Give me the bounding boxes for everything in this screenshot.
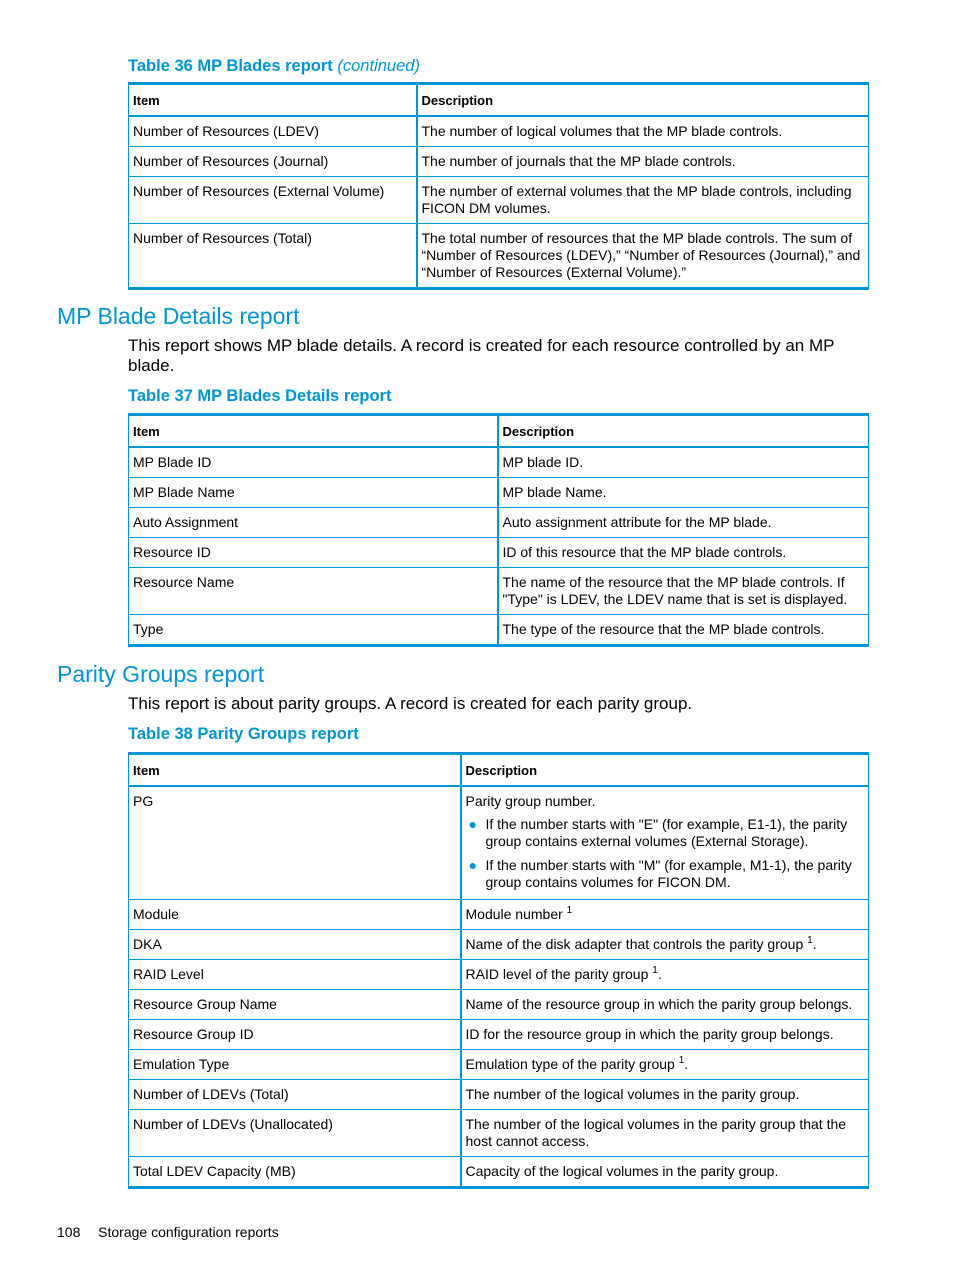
table-header-row bbox=[129, 84, 869, 117]
list-item-text: If the number starts with "E" (for example, E1-1), the parity group contains external volumes (External Storage). bbox=[485, 816, 848, 849]
list-item bbox=[468, 857, 865, 891]
item-cell: Type bbox=[129, 615, 498, 646]
item-cell: RAID Level bbox=[129, 960, 461, 990]
description-tail: . bbox=[657, 966, 662, 982]
description-cell: The number of journals that the MP blade controls. bbox=[417, 147, 869, 177]
item-cell: Number of Resources (Total) bbox=[129, 224, 417, 289]
table-36-caption-continued: (continued) bbox=[337, 57, 420, 75]
description-text: Capacity of the logical volumes in the parity group. bbox=[465, 1163, 779, 1179]
table-row bbox=[129, 960, 869, 990]
description-cell bbox=[461, 990, 869, 1020]
column-header-item: Item bbox=[129, 415, 498, 448]
item-cell: PG bbox=[129, 786, 461, 900]
table-37-caption: Table 37 MP Blades Details report bbox=[128, 387, 392, 405]
column-header-description: Description bbox=[417, 84, 869, 117]
description-text: RAID level of the parity group bbox=[465, 966, 653, 982]
description-cell bbox=[461, 900, 869, 930]
description-cell: The type of the resource that the MP blade controls. bbox=[498, 615, 869, 646]
description-cell: The name of the resource that the MP blade controls. If "Type" is LDEV, the LDEV name that is set is displayed. bbox=[498, 568, 869, 615]
description-text: Name of the disk adapter that controls the parity group bbox=[465, 936, 808, 952]
table-row bbox=[129, 786, 869, 900]
description-cell: MP blade Name. bbox=[498, 478, 869, 508]
description-cell: The number of external volumes that the MP blade controls, including FICON DM volumes. bbox=[417, 177, 869, 224]
item-cell: Number of Resources (Journal) bbox=[129, 147, 417, 177]
item-cell: MP Blade Name bbox=[129, 478, 498, 508]
item-cell: MP Blade ID bbox=[129, 447, 498, 478]
table-row bbox=[129, 1157, 869, 1188]
item-cell: Number of LDEVs (Total) bbox=[129, 1080, 461, 1110]
description-cell: Auto assignment attribute for the MP blade. bbox=[498, 508, 869, 538]
table-36-caption-text: Table 36 MP Blades report bbox=[128, 57, 333, 75]
description-cell bbox=[461, 960, 869, 990]
table-row bbox=[129, 1080, 869, 1110]
item-cell: Number of LDEVs (Unallocated) bbox=[129, 1110, 461, 1157]
bullet-icon: ● bbox=[468, 857, 477, 873]
table-row bbox=[129, 1050, 869, 1080]
list-item-text: If the number starts with "M" (for example, M1-1), the parity group contains volumes for FICON DM. bbox=[485, 857, 852, 890]
bullet-icon: ● bbox=[468, 816, 477, 832]
table-header-row bbox=[129, 754, 869, 787]
table-row bbox=[129, 147, 869, 177]
table-header-row bbox=[129, 415, 869, 448]
description-cell: The total number of resources that the MP blade controls. The sum of “Number of Resources (LDEV),” “Number of Resources (Journal),” and “Number of Resources (External Volume).” bbox=[417, 224, 869, 289]
bullet-list bbox=[466, 816, 865, 891]
item-cell: Emulation Type bbox=[129, 1050, 461, 1080]
section-intro-mp-blade-details: This report shows MP blade details. A record is created for each resource controlled by an MP blade. bbox=[128, 336, 835, 375]
table-row bbox=[129, 447, 869, 478]
table-36-mp-blades bbox=[128, 82, 869, 290]
item-cell: Resource Group Name bbox=[129, 990, 461, 1020]
table-38-parity-groups bbox=[128, 752, 869, 1189]
table-row bbox=[129, 508, 869, 538]
table-row bbox=[129, 478, 869, 508]
description-cell bbox=[461, 1050, 869, 1080]
description-text: Parity group number. bbox=[465, 793, 596, 809]
table-row bbox=[129, 538, 869, 568]
section-heading-mp-blade-details: MP Blade Details report bbox=[57, 303, 300, 329]
page-number: 108 bbox=[57, 1224, 81, 1240]
description-text: Emulation type of the parity group bbox=[465, 1056, 679, 1072]
item-cell: Total LDEV Capacity (MB) bbox=[129, 1157, 461, 1188]
item-cell: Number of Resources (External Volume) bbox=[129, 177, 417, 224]
description-text: ID for the resource group in which the parity group belongs. bbox=[465, 1026, 834, 1042]
footnote-marker: 1 bbox=[652, 965, 658, 976]
item-cell: Auto Assignment bbox=[129, 508, 498, 538]
table-row bbox=[129, 568, 869, 615]
footnote-marker: 1 bbox=[678, 1055, 685, 1066]
table-36-caption bbox=[128, 56, 420, 76]
description-cell bbox=[461, 1080, 869, 1110]
item-cell: Resource ID bbox=[129, 538, 498, 568]
table-row bbox=[129, 177, 869, 224]
table-37-mp-blades-details bbox=[128, 413, 869, 647]
item-cell: Resource Group ID bbox=[129, 1020, 461, 1050]
footer-section-title: Storage configuration reports bbox=[98, 1224, 279, 1240]
description-cell bbox=[461, 1020, 869, 1050]
item-cell: DKA bbox=[129, 930, 461, 960]
description-cell: ID of this resource that the MP blade controls. bbox=[498, 538, 869, 568]
item-cell: Resource Name bbox=[129, 568, 498, 615]
page-footer bbox=[57, 1224, 279, 1241]
column-header-item: Item bbox=[129, 754, 461, 787]
description-text: Name of the resource group in which the parity group belongs. bbox=[465, 996, 853, 1012]
list-item bbox=[468, 816, 865, 850]
table-row bbox=[129, 116, 869, 147]
item-cell: Module bbox=[129, 900, 461, 930]
description-text: Module number bbox=[465, 906, 567, 922]
table-row bbox=[129, 930, 869, 960]
description-cell: The number of logical volumes that the MP blade controls. bbox=[417, 116, 869, 147]
table-row bbox=[129, 900, 869, 930]
description-cell bbox=[461, 930, 869, 960]
column-header-description: Description bbox=[498, 415, 869, 448]
table-row bbox=[129, 1110, 869, 1157]
column-header-description: Description bbox=[461, 754, 869, 787]
table-row bbox=[129, 990, 869, 1020]
description-cell: MP blade ID. bbox=[498, 447, 869, 478]
section-intro-parity-groups: This report is about parity groups. A record is created for each parity group. bbox=[128, 694, 693, 713]
description-cell bbox=[461, 786, 869, 900]
column-header-item: Item bbox=[129, 84, 417, 117]
description-text: The number of the logical volumes in the parity group that the host cannot access. bbox=[465, 1116, 847, 1149]
description-tail: . bbox=[684, 1056, 689, 1072]
section-heading-parity-groups: Parity Groups report bbox=[57, 661, 265, 687]
description-text: The number of the logical volumes in the parity group. bbox=[465, 1086, 800, 1102]
description-tail: . bbox=[812, 936, 817, 952]
footnote-marker: 1 bbox=[807, 935, 813, 946]
table-row bbox=[129, 224, 869, 289]
item-cell: Number of Resources (LDEV) bbox=[129, 116, 417, 147]
table-38-caption: Table 38 Parity Groups report bbox=[128, 725, 359, 743]
description-cell bbox=[461, 1110, 869, 1157]
table-row bbox=[129, 615, 869, 646]
description-cell bbox=[461, 1157, 869, 1188]
table-row bbox=[129, 1020, 869, 1050]
footnote-marker: 1 bbox=[566, 905, 573, 916]
